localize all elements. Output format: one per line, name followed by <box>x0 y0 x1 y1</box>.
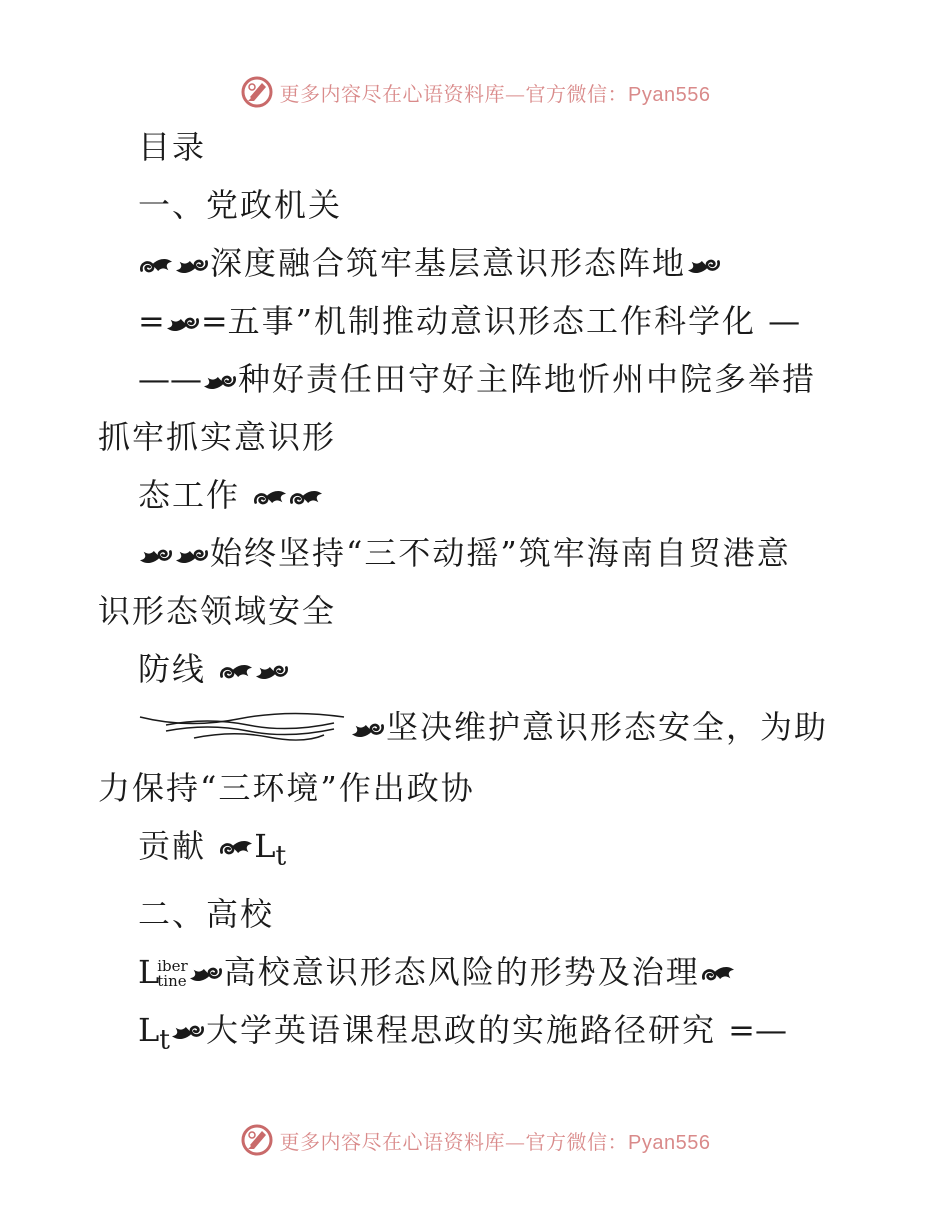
ornament-icon <box>138 543 174 569</box>
ornament-icon <box>165 311 201 337</box>
watermark-wechat-label: 官方微信： <box>525 1129 629 1154</box>
toc-title: 目录 <box>138 128 207 166</box>
toc-entry-continuation: 抓牢抓实意识形 <box>98 418 337 456</box>
watermark-wechat-label: 官方微信： <box>525 81 629 106</box>
watermark-text <box>280 1126 711 1155</box>
watermark-separator: — <box>505 81 526 106</box>
glyph-l: L <box>254 826 276 865</box>
glyph-t: t <box>159 1024 170 1056</box>
ornament-icon <box>170 1019 206 1045</box>
glyph-tine: tine <box>157 972 187 991</box>
ornament-icon <box>700 961 736 987</box>
section-heading-2: 二、高校 <box>138 894 275 933</box>
glyph-fragment <box>254 826 287 871</box>
glyph-iber: iber <box>157 957 188 976</box>
toc-entry-text: 高校意识形态风险的形势及治理 <box>223 952 700 991</box>
toc-entry-text: 贡献 <box>138 826 207 865</box>
watermark-wechat-id: Pyan556 <box>628 1131 711 1154</box>
watermark-text <box>280 78 711 107</box>
ornament-icon <box>252 485 288 511</box>
ornament-icon <box>174 253 210 279</box>
toc-entry-text: 防线 <box>138 650 207 688</box>
toc-entry-continuation <box>98 817 838 885</box>
section-heading-1: 一、党政机关 <box>138 186 343 224</box>
library-logo-icon <box>240 75 274 109</box>
toc-entry[interactable] <box>98 350 838 408</box>
toc-entry-continuation <box>98 640 838 698</box>
toc-entry-text: 种好责任田守好主阵地忻州中院多举措 <box>238 360 817 398</box>
toc-entry[interactable] <box>98 698 838 759</box>
glyph-fragment: = <box>138 302 165 340</box>
toc-entry[interactable] <box>98 234 838 292</box>
toc-entry-continuation: 识形态领域安全 <box>98 592 337 630</box>
watermark-library-name: 更多内容尽在心语资料库 <box>279 1129 506 1154</box>
glyph-fragment: = <box>200 302 228 340</box>
ornament-icon <box>188 961 224 987</box>
toc-entry-continuation: 力保持“三环境”作出政协 <box>98 768 475 807</box>
toc-entry-text: 五事”机制推动意识形态工作科学化 <box>227 302 756 340</box>
ornament-icon <box>174 543 210 569</box>
ornament-icon <box>686 253 722 279</box>
glyph-l: L <box>138 952 160 991</box>
glyph-fragment: = <box>728 1010 755 1049</box>
toc-entry-continuation <box>98 466 838 524</box>
ornament-icon <box>288 485 324 511</box>
toc-entry-text: 始终坚持“三不动摇”筑牢海南自贸港意 <box>210 534 791 572</box>
footer-watermark <box>0 1120 950 1160</box>
toc-entry-text: 态工作 <box>138 476 241 514</box>
wave-lines-icon <box>138 701 350 759</box>
glyph-t: t <box>275 839 287 871</box>
toc-entry-text: 深度融合筑牢基层意识形态阵地 <box>210 244 687 282</box>
toc-entry-text: 大学英语课程思政的实施路径研究 <box>205 1010 716 1049</box>
ornament-icon <box>138 253 174 279</box>
ornament-icon <box>218 659 254 685</box>
glyph-fragment: —— <box>138 360 202 398</box>
header-watermark <box>0 72 950 112</box>
toc-content <box>98 118 838 1069</box>
glyph-fragment: — <box>754 1010 787 1049</box>
library-logo-icon <box>240 1123 274 1157</box>
glyph-l: L <box>138 1010 160 1049</box>
ornament-icon <box>254 659 290 685</box>
toc-entry[interactable] <box>98 524 838 582</box>
glyph-fragment <box>138 1010 170 1056</box>
ornament-icon <box>202 369 238 395</box>
watermark-separator: — <box>505 1129 526 1154</box>
ornament-icon <box>218 835 254 861</box>
watermark-library-name: 更多内容尽在心语资料库 <box>279 81 506 106</box>
ornament-icon <box>350 717 386 743</box>
toc-entry[interactable] <box>98 943 838 1001</box>
watermark-wechat-id: Pyan556 <box>628 83 711 106</box>
toc-entry[interactable] <box>98 1001 838 1069</box>
toc-entry-text: 坚决维护意识形态安全，为助 <box>386 708 829 746</box>
toc-entry[interactable] <box>98 292 838 350</box>
glyph-stack <box>157 959 187 989</box>
glyph-fragment: — <box>768 302 801 340</box>
